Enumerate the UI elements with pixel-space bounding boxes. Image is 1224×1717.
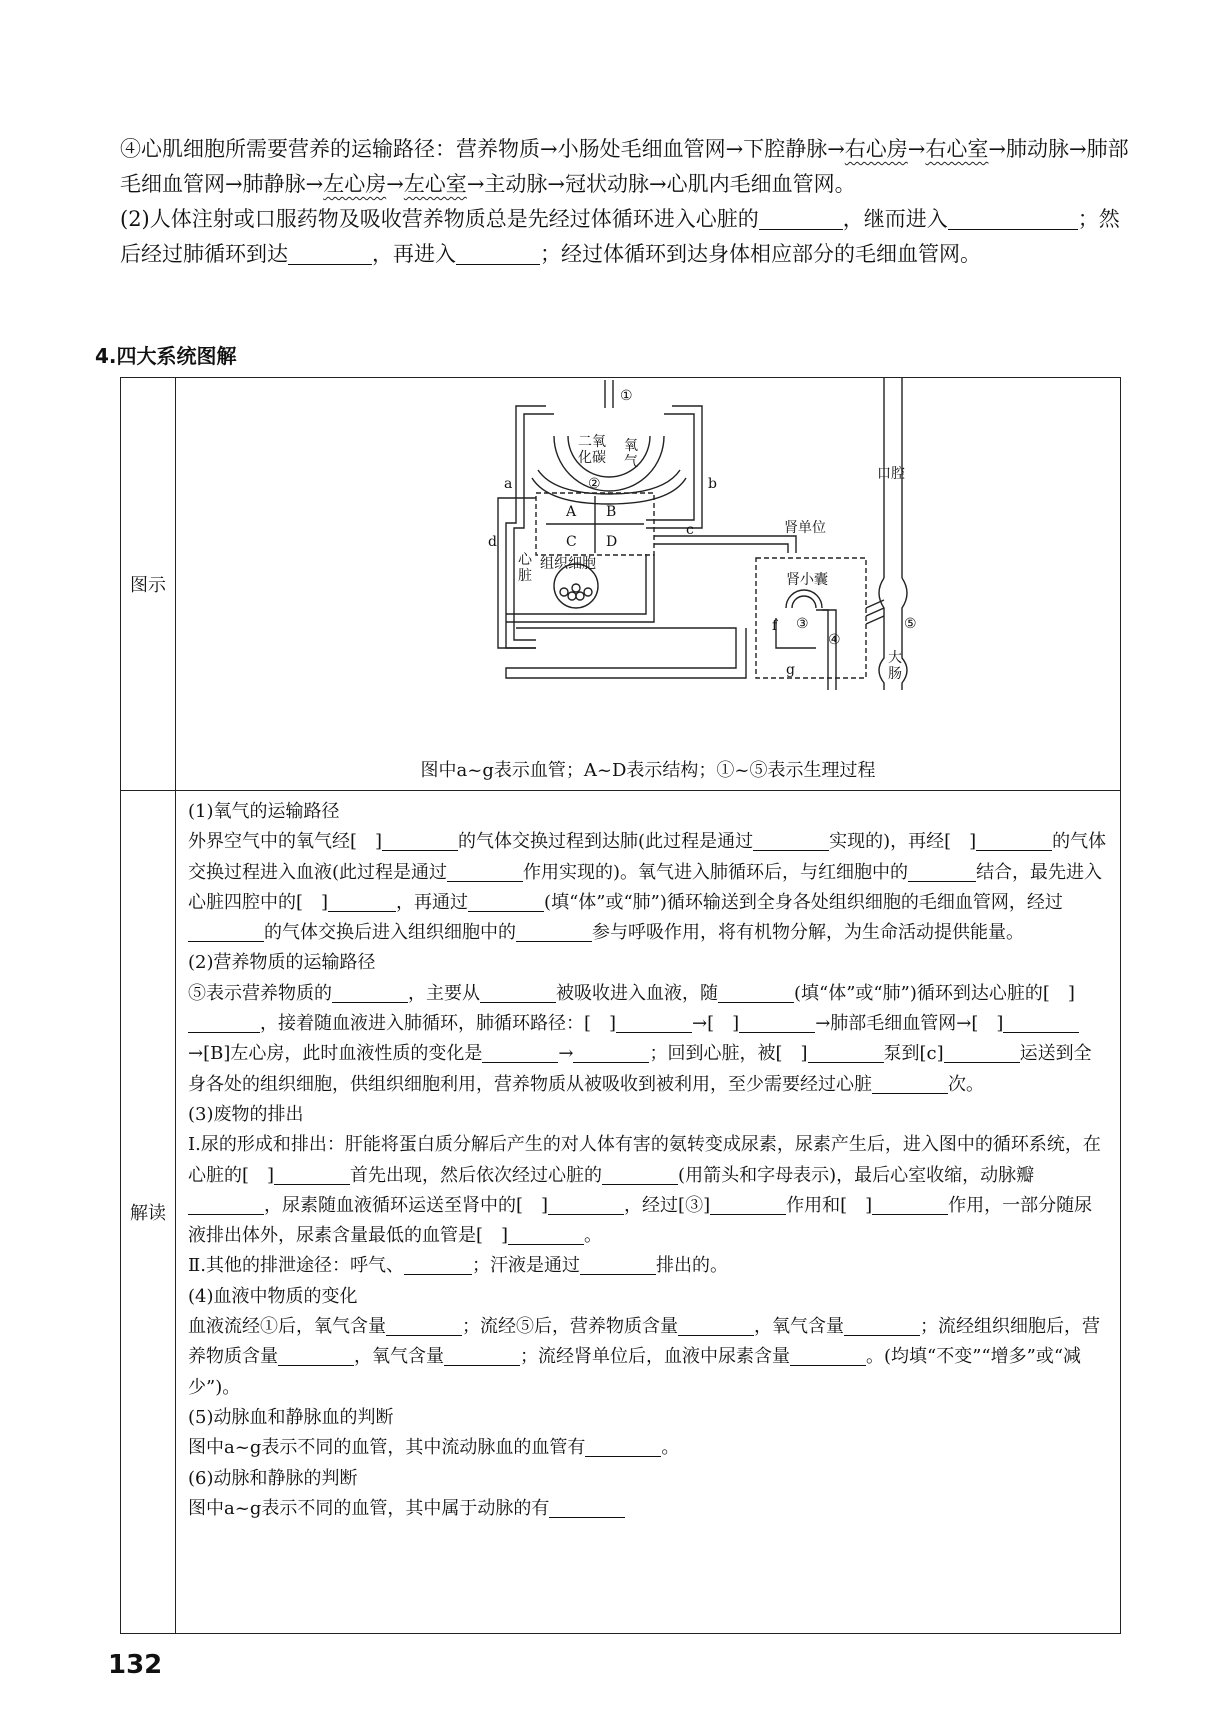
answer-blank[interactable]: [678, 1313, 754, 1336]
text-span: (用箭头和字母表示)，最后心室: [678, 1164, 927, 1186]
label-f: f: [772, 618, 778, 634]
text-span: →主动脉→冠状动脉→心肌内毛细血管网。: [466, 172, 856, 196]
wavy-term: 左心室: [403, 172, 467, 196]
answer-blank[interactable]: [718, 980, 794, 1003]
text-span: →: [558, 1043, 574, 1065]
intro-text: [120, 132, 1130, 272]
answer-blank[interactable]: [944, 1040, 1020, 1063]
answer-blank[interactable]: [188, 1192, 264, 1215]
label-intestine-a: 大: [888, 650, 902, 666]
text-span: ，经过[③]: [624, 1194, 711, 1216]
answer-blank[interactable]: [585, 1434, 661, 1457]
answer-blank[interactable]: [573, 1040, 649, 1063]
answer-blank[interactable]: [382, 828, 458, 851]
label-c: c: [686, 522, 694, 538]
answer-blank[interactable]: [447, 859, 523, 882]
heading-1: (1)氧气的运输路径: [188, 801, 340, 822]
reading-para-6: [188, 1494, 1108, 1524]
text-span: 运送到全身各处的组织细胞，供组织细胞利用，营养物质从被吸收到被: [188, 1043, 1092, 1095]
answer-blank[interactable]: [844, 1313, 920, 1336]
reading-label: 解读: [121, 791, 176, 1634]
text-span: 实现的)，再经: [829, 831, 945, 853]
answer-blank[interactable]: [753, 828, 829, 851]
reading-para-1: [188, 827, 1108, 948]
answer-blank[interactable]: [188, 1010, 260, 1033]
reading-para-3: [188, 1130, 1108, 1251]
text-span: →[ ]: [692, 1013, 740, 1035]
text-span: ，氧气含量: [354, 1346, 444, 1368]
label-g: g: [786, 662, 795, 678]
text-span: 作用和[ ]: [786, 1194, 873, 1216]
text-span: ；然后经过肺循环到达: [120, 207, 1120, 266]
text-span: 次。: [948, 1073, 984, 1095]
label-4: ④: [828, 632, 841, 648]
answer-blank[interactable]: [548, 1192, 624, 1215]
answer-blank[interactable]: [808, 1040, 884, 1063]
heading-4: (4)血液中物质的变化: [188, 1285, 358, 1307]
text-span: 被吸收进入血液，随: [556, 982, 718, 1004]
text-span: 红细胞中的: [818, 861, 909, 883]
text-span: 外界空气中的氧气经[ ]: [188, 831, 383, 853]
answer-blank[interactable]: [976, 828, 1052, 851]
answer-blank[interactable]: [508, 1222, 584, 1245]
answer-blank[interactable]: [1003, 1010, 1079, 1033]
text-span: (2)人体注射或口服药物及吸收营养物质总是先经过体循环进入心脏的: [120, 207, 759, 231]
answer-blank[interactable]: [482, 1040, 558, 1063]
text-span: ⑤表示营养物质的: [188, 982, 332, 1004]
answer-blank[interactable]: [288, 242, 372, 265]
text-span: 的气体交换后进入组织细胞中的: [264, 922, 516, 944]
page-number: 132: [108, 1650, 163, 1680]
figure-label: 图示: [121, 378, 176, 791]
answer-blank[interactable]: [468, 889, 544, 912]
label-2: ②: [588, 476, 601, 492]
text-span: Ⅰ.尿的形成和排出：肝能将蛋白质分解后产生的对人体有害的氨转变成尿素，尿素产生后，进入图中的循: [188, 1134, 1011, 1156]
heading-3: (3)废物的排出: [188, 1103, 304, 1125]
text-span: 。: [584, 1225, 603, 1247]
text-span: 与呼吸作用，将有机物分解，为生命活动提供能量。: [610, 922, 1024, 944]
label-tissue: 组织细胞: [540, 556, 596, 572]
label-A: A: [566, 504, 577, 520]
text-span: ；流经肾单位后，血液中尿素含量: [520, 1346, 790, 1368]
label-D: D: [606, 534, 618, 550]
answer-blank[interactable]: [872, 1192, 948, 1215]
label-1: ①: [620, 388, 633, 404]
answer-blank[interactable]: [274, 1162, 350, 1185]
text-span: ；经过体循环到达身体相应部分的毛细血管网。: [540, 242, 981, 266]
answer-blank[interactable]: [328, 889, 396, 912]
heading-5: (5)动脉血和静脉血的判断: [188, 1406, 394, 1428]
label-mouth: 口腔: [877, 466, 905, 482]
figure-cell: [176, 378, 1121, 791]
heading-6: (6)动脉和静脉的判断: [188, 1467, 358, 1489]
reading-para-4: [188, 1312, 1108, 1403]
text-span: [ ]: [944, 831, 977, 853]
text-span: 结合，最先进入心脏四腔中的[ ]: [188, 861, 1103, 913]
text-span: 收缩，动脉瓣: [926, 1164, 1035, 1186]
text-span: ，接着随血液进入肺循环，肺循环路径：[ ]: [260, 1013, 617, 1035]
label-b: b: [708, 476, 717, 492]
text-span: 。(均填: [866, 1346, 928, 1368]
label-intestine-b: 肠: [888, 666, 902, 682]
label-heart-a: 心: [518, 552, 532, 568]
answer-blank[interactable]: [908, 859, 976, 882]
section-title: 4.四大系统图解: [95, 344, 237, 368]
label-B: B: [606, 504, 617, 520]
text-span: 环输送到全身各处组织细胞的毛细血管网，经过: [684, 891, 1063, 913]
answer-blank[interactable]: [404, 1252, 472, 1275]
answer-blank[interactable]: [188, 919, 264, 942]
text-span: 胞后，营养物质含量: [188, 1316, 1100, 1368]
reading-para-3b: [188, 1251, 1108, 1281]
heading-2: (2)营养物质的运输路径: [188, 952, 376, 974]
text-span: 细血管网→[ ]: [884, 1013, 1004, 1035]
label-o2-b: 气: [624, 454, 638, 470]
label-capsule: 肾小囊: [786, 572, 828, 588]
text-span: ，再进入: [372, 242, 456, 266]
label-d: d: [488, 534, 497, 550]
label-a: a: [504, 476, 513, 492]
text-span: 环系统，在心脏的[ ]: [188, 1134, 1101, 1186]
text-span: “不变”“增多”或“减少”)。: [188, 1346, 1082, 1398]
text-span: 的气体交换过程到达肺(此过程是通过: [458, 831, 754, 853]
wavy-term: 右心室: [925, 137, 989, 161]
label-kidney-unit: 肾单位: [784, 520, 826, 536]
text-span: (填“体”或“肺”)循环到达: [794, 982, 989, 1004]
answer-blank[interactable]: [549, 1495, 625, 1518]
text-span: →[B]左心房，此时血液性质的变化是: [188, 1043, 483, 1065]
text-span: ，尿素随血液循环运送至肾中的[ ]: [264, 1194, 549, 1216]
label-co2-a: 二氧: [578, 434, 606, 450]
text-span: ，继而进入: [842, 207, 948, 231]
label-o2-a: 氧: [624, 438, 638, 454]
question-2: [120, 202, 1130, 272]
answer-blank[interactable]: [948, 207, 1078, 230]
text-span: →: [386, 172, 404, 196]
answer-blank[interactable]: [386, 1313, 462, 1336]
text-span: 首先出现，然后依次经过心脏的: [350, 1164, 603, 1186]
answer-blank[interactable]: [480, 980, 556, 1003]
path-paragraph: [120, 132, 1130, 202]
wavy-term: 右心房: [844, 137, 908, 161]
text-span: →肺动脉→肺部毛细血管网→肺静脉→: [120, 137, 1129, 196]
figure-caption: 图中a~g表示血管；A~D表示结构；①~⑤表示生理过程: [420, 760, 876, 781]
systems-table: [120, 377, 1121, 1634]
text-span: 泵到[c]: [883, 1043, 944, 1065]
answer-blank[interactable]: [759, 207, 843, 230]
label-C: C: [566, 534, 577, 550]
text-span: →: [907, 137, 926, 161]
text-span: ；回到心脏，被: [649, 1043, 776, 1065]
text-span: 利用，至少需要经过心脏: [674, 1073, 872, 1095]
answer-blank[interactable]: [332, 980, 408, 1003]
answer-blank[interactable]: [602, 1162, 678, 1185]
answer-blank[interactable]: [580, 1252, 656, 1275]
reading-cell: [176, 791, 1121, 1634]
label-3: ③: [796, 616, 809, 632]
text-span: 图中a~g表示不同的血管，其中属于动脉的有: [188, 1497, 550, 1519]
text-span: ，氧气含量: [754, 1316, 844, 1338]
text-span: ；流经⑤后，营养物质含量: [462, 1316, 678, 1338]
answer-blank[interactable]: [444, 1343, 520, 1366]
text-span: 图中a~g表示不同的血管，其中流动脉血的血管有: [188, 1437, 586, 1459]
reading-para-5: [188, 1433, 1108, 1463]
text-span: 参: [592, 922, 610, 944]
answer-blank[interactable]: [710, 1192, 786, 1215]
text-span: ，主要从: [408, 982, 480, 1004]
text-span: 。: [661, 1437, 680, 1459]
text-span: 的气体交换过程进入血液(此过程是通过: [188, 831, 1107, 883]
answer-blank[interactable]: [278, 1343, 354, 1366]
label-5: ⑤: [904, 616, 917, 632]
text-span: 作用，一部分随尿液排出体外，尿素含量最低的血管是[ ]: [188, 1194, 1093, 1247]
answer-blank[interactable]: [616, 1010, 692, 1033]
text-span: 排出的。: [655, 1255, 728, 1277]
text-span: →肺部毛: [815, 1013, 885, 1035]
text-span: 作用实现的)。氧气进入肺循环后，与: [523, 861, 819, 883]
wavy-term: 左心房: [323, 172, 387, 196]
reading-para-2: [188, 979, 1108, 1100]
answer-blank[interactable]: [790, 1343, 866, 1366]
text-span: Ⅱ.其他的排泄途径：呼气、: [188, 1255, 404, 1277]
circulation-diagram: [176, 378, 1124, 750]
label-heart-b: 脏: [518, 568, 532, 584]
text-span: ，再通过: [396, 891, 469, 913]
text-span: ；汗液是通过: [471, 1255, 580, 1277]
text-span: 血液流经①后，氧气含量: [188, 1316, 386, 1338]
label-co2-b: 化碳: [578, 450, 606, 466]
text-span: ；流经组织细: [920, 1316, 1028, 1338]
answer-blank[interactable]: [456, 242, 540, 265]
answer-blank[interactable]: [872, 1071, 948, 1094]
answer-blank[interactable]: [516, 919, 592, 942]
answer-blank[interactable]: [739, 1010, 815, 1033]
text-span: (填“体”或“肺”)循: [544, 891, 685, 913]
text-span: 心脏的[ ]: [988, 982, 1075, 1004]
text-span: [ ]: [775, 1043, 808, 1065]
text-span: ④心肌细胞所需要营养的运输路径：营养物质→小肠处毛细血管网→下腔静脉→: [120, 137, 845, 161]
